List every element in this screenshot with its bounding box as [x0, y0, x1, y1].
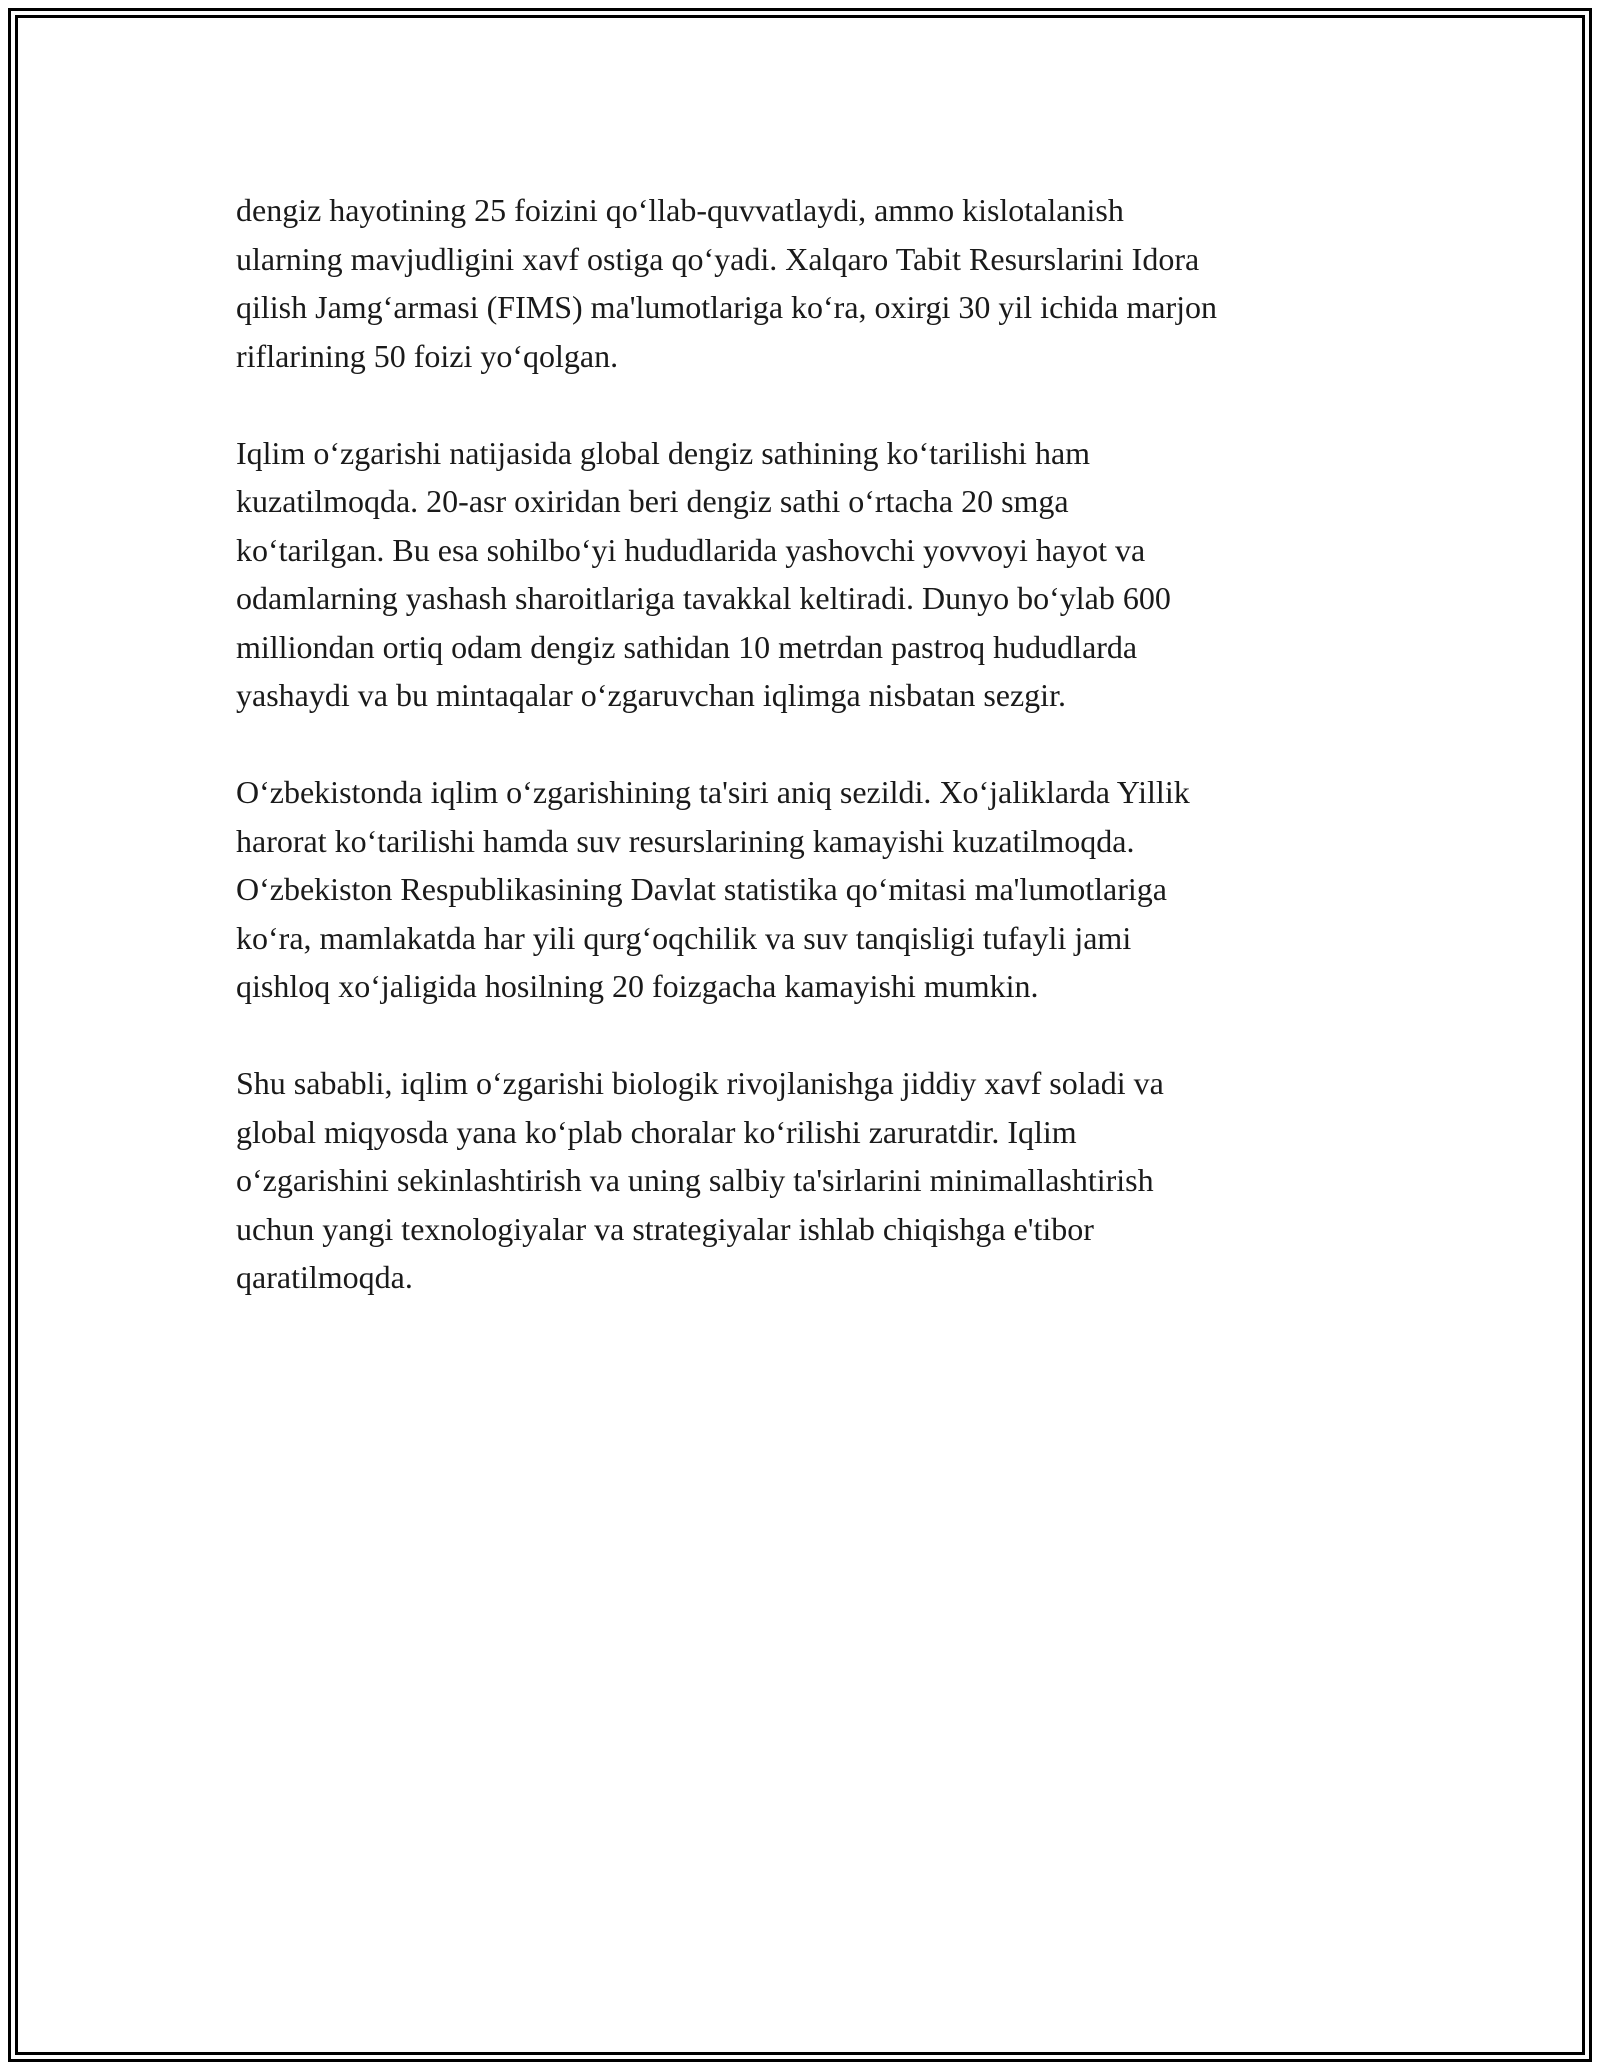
paragraph-sea-level: Iqlim o‘zgarishi natijasida global dengiz sathining ko‘tarilishi ham kuzatilmoqda. 20-asr oxiridan beri dengiz sathi o‘rtacha 20 smga ko‘tarilgan. Bu esa sohilbo‘yi hududlarida yashovchi yovvoyi hayot va odamlarning yashash sharoitlariga tavakkal keltiradi. Dunyo bo‘ylab 600 milliondan ortiq odam dengiz sathidan 10 metrdan pastroq hududlarda yashaydi va bu mintaqalar o‘zgaruvchan iqlimga nisbatan sezgir. [236, 434, 1171, 713]
paragraph-uzbekistan: O‘zbekistonda iqlim o‘zgarishining ta'siri aniq sezildi. Xo‘jaliklarda Yillik harorat ko‘tarilishi hamda suv resurslarining kamayishi kuzatilmoqda. O‘zbekiston Respublikasining Davlat statistika qo‘mitasi ma'lumotlariga ko‘ra, mamlakatda har yili qurg‘oqchilik va suv tanqisligi tufayli jami qishloq xo‘jaligida hosilning 20 foizgacha kamayishi mumkin. [236, 774, 1190, 1004]
document-body [236, 186, 1376, 1350]
paragraph-conclusion: Shu sababli, iqlim o‘zgarishi biologik rivojlanishga jiddiy xavf soladi va global miqyosda yana ko‘plab choralar ko‘rilishi zaruratdir. Iqlim o‘zgarishini sekinlashtirish va uning salbiy ta'sirlarini minimallashtirish uchun yangi texnologiyalar va strategiyalar ishlab chiqishga e'tibor qaratilmoqda. [236, 1065, 1164, 1295]
paragraph-coral-reefs: dengiz hayotining 25 foizini qo‘llab-quvvatlaydi, ammo kislotalanish ularning mavjudligini xavf ostiga qo‘yadi. Xalqaro Tabit Resurslarini Idora qilish Jamg‘armasi (FIMS) ma'lumotlariga ko‘ra, oxirgi 30 yil ichida marjon riflarining 50 foizi yo‘qolgan. [236, 192, 1217, 374]
